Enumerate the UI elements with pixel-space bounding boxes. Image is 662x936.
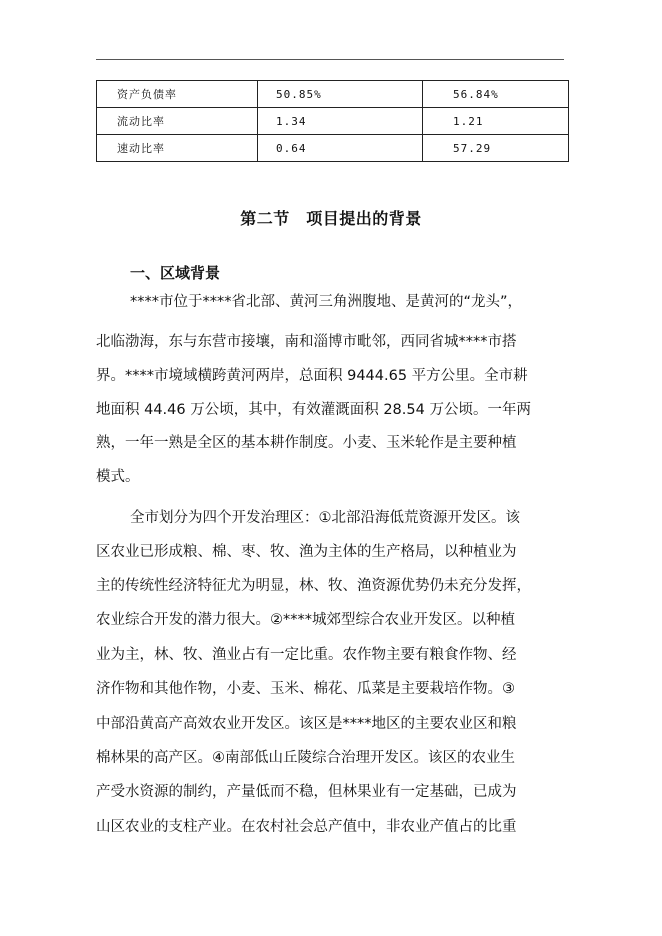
table-cell-label: 资产负债率 xyxy=(97,81,258,108)
paragraph-line: 熟，一年一熟是全区的基本耕作制度。小麦、玉米轮作是主要种植 xyxy=(96,435,517,451)
paragraph-line: 界。****市境域横跨黄河两岸，总面积 9444.65 平方公里。全市耕 xyxy=(96,368,528,384)
table-cell-value: 1.34 xyxy=(258,108,423,135)
page-header-rule xyxy=(96,59,564,60)
table-cell-value: 50.85% xyxy=(258,81,423,108)
section-title: 第二节 项目提出的背景 xyxy=(240,209,422,228)
paragraph-line: 区农业已形成粮、棉、枣、牧、渔为主体的生产格局，以种植业为 xyxy=(96,544,517,560)
paragraph-line: ****市位于****省北部、黄河三角洲腹地、是黄河的“龙头”， xyxy=(130,294,523,310)
paragraph-line: 主的传统性经济特征尤为明显，林、牧、渔资源优势仍未充分发挥， xyxy=(96,578,531,594)
table-cell-label: 流动比率 xyxy=(97,108,258,135)
paragraph-line: 山区农业的支柱产业。在农村社会总产值中，非农业产值占的比重 xyxy=(96,819,517,835)
table-cell-value: 0.64 xyxy=(258,135,423,162)
paragraph-line: 农业综合开发的潜力很大。②****城郊型综合农业开发区。以种植 xyxy=(96,612,515,628)
table-cell-label: 速动比率 xyxy=(97,135,258,162)
paragraph-line: 模式。 xyxy=(96,469,140,485)
table-cell-value: 56.84% xyxy=(423,81,569,108)
paragraph-line: 中部沿黄高产高效农业开发区。该区是****地区的主要农业区和粮 xyxy=(96,716,517,732)
paragraph-line: 业为主，林、牧、渔业占有一定比重。农作物主要有粮食作物、经 xyxy=(96,647,517,663)
paragraph-line: 北临渤海，东与东营市接壤，南和淄博市毗邻，西同省城****市搭 xyxy=(96,334,517,350)
paragraph-line: 产受水资源的制约，产量低而不稳，但林果业有一定基础，已成为 xyxy=(96,784,517,800)
paragraph-line: 济作物和其他作物，小麦、玉米、棉花、瓜菜是主要栽培作物。③ xyxy=(96,681,515,697)
table-row xyxy=(97,135,569,162)
table-row xyxy=(97,108,569,135)
paragraph-line: 棉林果的高产区。④南部低山丘陵综合治理开发区。该区的农业生 xyxy=(96,750,515,766)
table-cell-value: 1.21 xyxy=(423,108,569,135)
subsection-title: 一、区域背景 xyxy=(130,264,221,282)
table-row xyxy=(97,81,569,108)
table-cell-value: 57.29 xyxy=(423,135,569,162)
financial-ratio-table xyxy=(96,80,569,162)
paragraph-line: 地面积 44.46 万公顷，其中，有效灌溉面积 28.54 万公顷。一年两 xyxy=(96,402,531,418)
paragraph-line: 全市划分为四个开发治理区：①北部沿海低荒资源开发区。该 xyxy=(130,510,520,526)
